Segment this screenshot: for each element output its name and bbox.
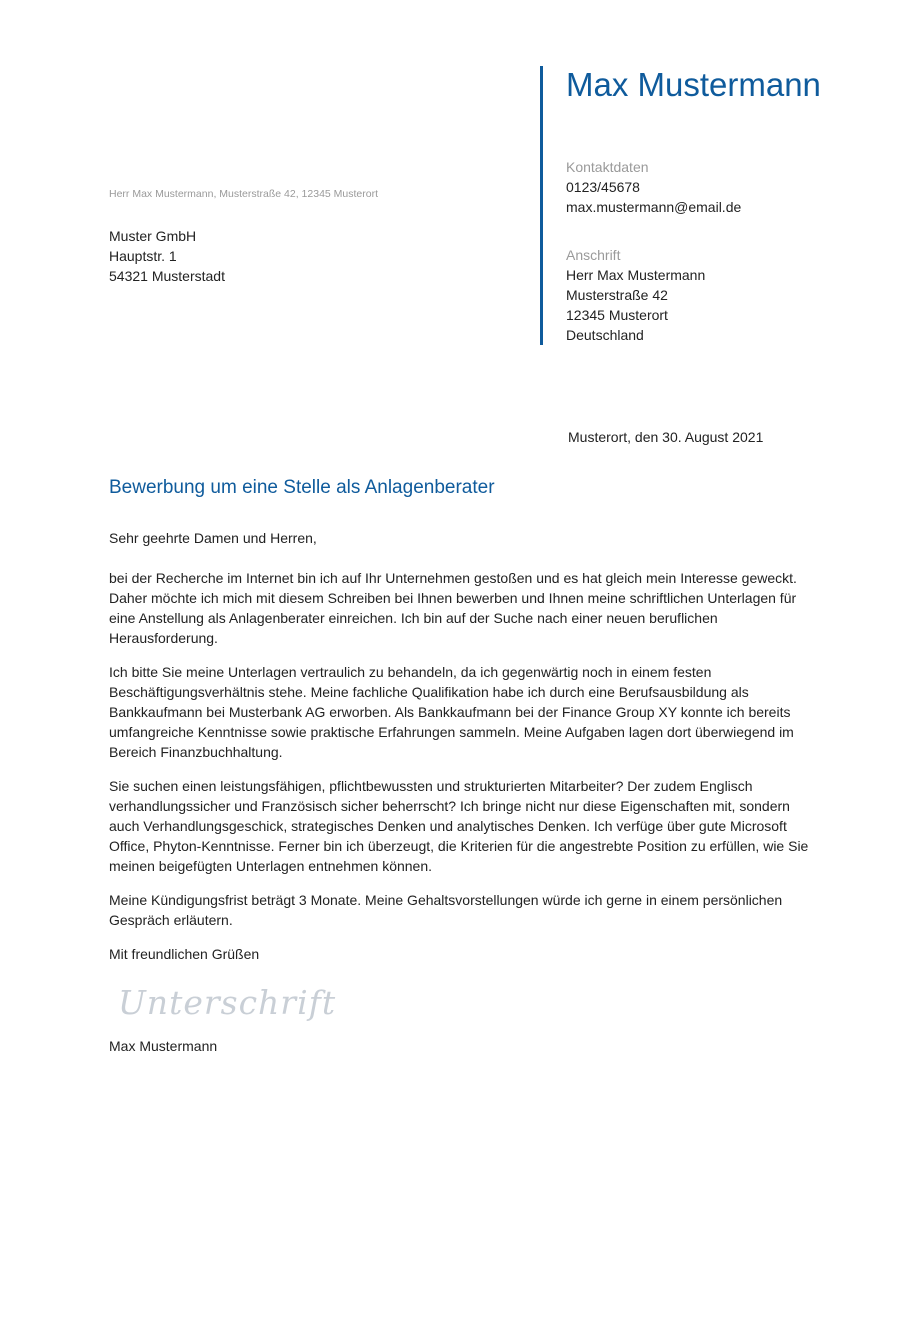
contact-block — [566, 157, 741, 217]
recipient-address — [109, 226, 225, 286]
paragraph-line: Sie suchen einen leistungsfähigen, pflichtbewussten und strukturierten Mitarbeiter? Der zudem Englisch — [109, 778, 753, 794]
contact-phone: 0123/45678 — [566, 179, 640, 195]
paragraph-line: Bankkaufmann bei Musterbank AG erworben. Als Bankkaufmann bei der Finance Group XY konnte ich bereits — [109, 704, 791, 720]
paragraph-line: auch Verhandlungsgeschick, strategisches Denken und analytisches Denken. Ich verfüge über gute Microsoft — [109, 818, 787, 834]
address-block — [566, 245, 705, 345]
paragraph-line: Bereich Finanzbuchhaltung. — [109, 744, 283, 760]
address-line: Deutschland — [566, 327, 644, 343]
paragraph-line: verhandlungssicher und Französisch sicher beherrscht? Ich bringe nicht nur diese Eigenschaften mit, sondern — [109, 798, 790, 814]
paragraph-line: eine Anstellung als Anlagenberater einreichen. Ich bin auf der Suche nach einer neuen beruflichen — [109, 610, 718, 626]
paragraph-line: Ich bitte Sie meine Unterlagen vertraulich zu behandeln, da ich gegenwärtig noch in einem festen — [109, 664, 712, 680]
recipient-line: 54321 Musterstadt — [109, 268, 225, 284]
paragraph-line: Beschäftigungsverhältnis stehe. Meine fachliche Qualifikation habe ich durch eine Berufsausbildung als — [109, 684, 749, 700]
paragraph-line: Gespräch erläutern. — [109, 912, 233, 928]
letter-date: Musterort, den 30. August 2021 — [568, 429, 764, 445]
paragraph-line: umfangreiche Kenntnisse sowie praktische Erfahrungen sammeln. Meine Aufgaben lagen dort überwiegend im — [109, 724, 794, 740]
body-paragraph-4 — [109, 890, 829, 930]
body-paragraph-1 — [109, 568, 829, 648]
address-line: Musterstraße 42 — [566, 287, 668, 303]
paragraph-line: meinen beigefügten Unterlagen entnehmen können. — [109, 858, 433, 874]
paragraph-line: Daher möchte ich mich mit diesem Schreiben bei Ihnen bewerben und Ihnen meine schriftlichen Unterlagen für — [109, 590, 797, 606]
contact-email: max.mustermann@email.de — [566, 199, 742, 215]
signature-placeholder: Unterschrift — [118, 983, 337, 1022]
paragraph-line: bei der Recherche im Internet bin ich auf Ihr Unternehmen gestoßen und es hat gleich mein Interesse geweckt. — [109, 570, 797, 586]
address-line: 12345 Musterort — [566, 307, 668, 323]
body-paragraph-2 — [109, 662, 829, 762]
header-accent-bar — [540, 66, 543, 345]
salutation: Sehr geehrte Damen und Herren, — [109, 530, 317, 546]
paragraph-line: Office, Phyton-Kenntnisse. Ferner bin ich überzeugt, die Kriterien für die angestrebte Position zu erfüllen, wie Sie — [109, 838, 809, 854]
address-line: Herr Max Mustermann — [566, 267, 706, 283]
paragraph-line: Meine Kündigungsfrist beträgt 3 Monate. Meine Gehaltsvorstellungen würde ich gerne in einem persönlichen — [109, 892, 783, 908]
applicant-name-title: Max Mustermann — [566, 66, 821, 103]
contact-heading: Kontaktdaten — [566, 159, 649, 175]
address-heading: Anschrift — [566, 247, 621, 263]
recipient-line: Muster GmbH — [109, 228, 197, 244]
recipient-line: Hauptstr. 1 — [109, 248, 177, 264]
paragraph-line: Herausforderung. — [109, 630, 218, 646]
signer-name: Max Mustermann — [109, 1038, 218, 1054]
letter-subject: Bewerbung um eine Stelle als Anlagenberater — [109, 477, 495, 498]
closing-phrase: Mit freundlichen Grüßen — [109, 946, 260, 962]
body-paragraph-3 — [109, 776, 829, 876]
sender-return-address: Herr Max Mustermann, Musterstraße 42, 12345 Musterort — [109, 188, 379, 200]
